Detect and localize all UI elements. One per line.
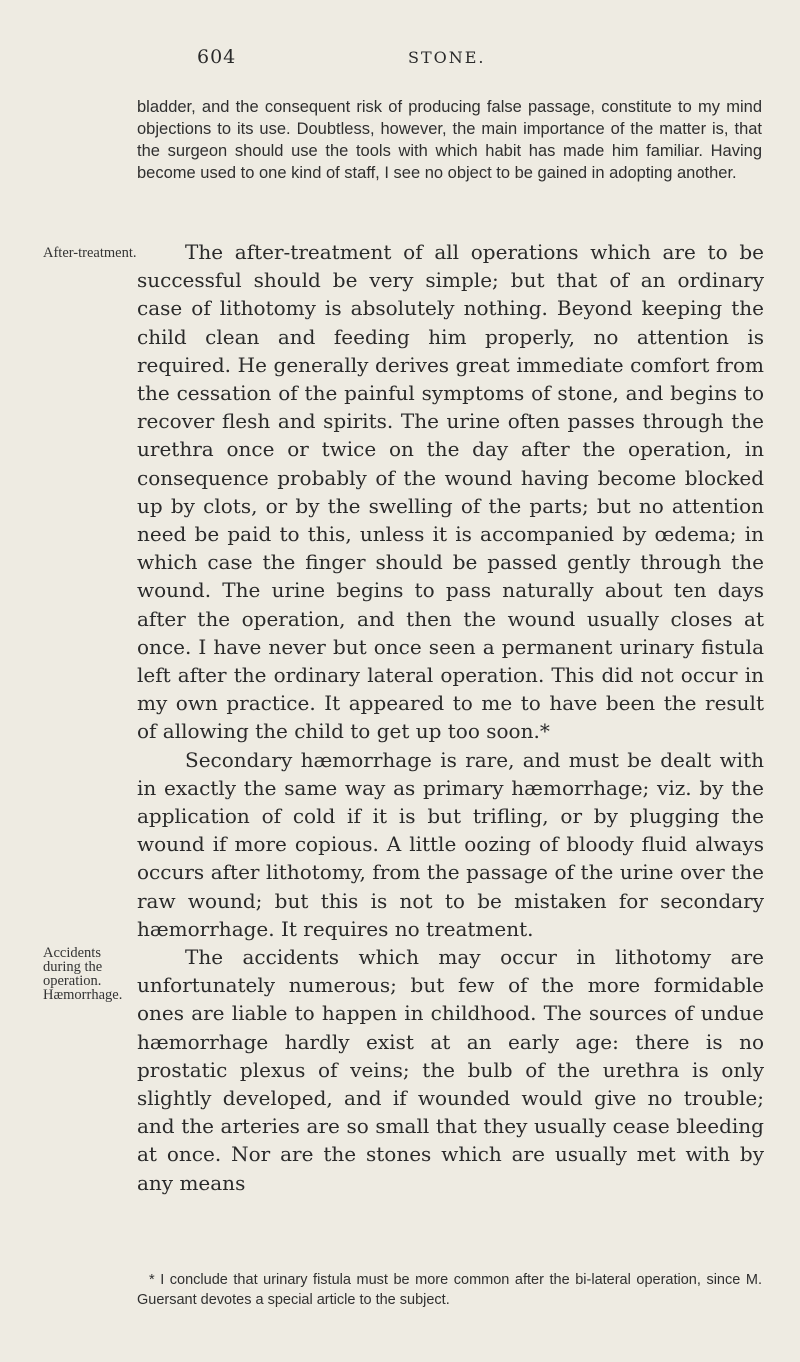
paragraph-accidents: The accidents which may occur in lithotomy are unfortunately numerous; but few of the more formidable ones are liable to happen in childhood. The sources of undue hæmorrhage hardly exist at an early age: there is no prostatic plexus of veins; the bulb of the urethra is only slightly developed, and if wounded would give no trouble; and the arteries are so small that they usually cease bleeding at once. Nor are the stones which are usually met with by any means: [137, 945, 764, 1195]
section-accidents: [137, 943, 764, 1197]
intro-paragraph: bladder, and the consequent risk of producing false passage, constitute to my mind objections to its use. Doubtless, however, the main importance of the matter is, that the surgeon should use the tools with which habit has made him familiar. Having become used to one kind of staff, I see no object to be gained in adopting another.: [137, 98, 762, 182]
paragraph-after-treatment: The after-treatment of all operations which are to be successful should be very simple; but that of an ordinary case of lithotomy is absolutely nothing. Beyond keeping the child clean and feeding him properly, no attention is required. He generally derives great immediate comfort from the cessation of the painful symptoms of stone, and begins to recover flesh and spirits. The urine often passes through the urethra once or twice on the day after the operation, in consequence probably of the wound having become blocked up by clots, or by the swelling of the parts; but no attention need be paid to this, unless it is accompanied by œdema; in which case the finger should be passed gently through the wound. The urine begins to pass naturally about ten days after the operation, and then the wound usually closes at once. I have never but once seen a permanent urinary fistula left after the ordinary lateral operation. This did not occur in my own practice. It appeared to me to have been the result of allowing the child to get up too soon.*: [137, 240, 764, 744]
footnote: * I conclude that urinary fistula must be more common after the bi-lateral operation, since M. Guersant devotes a special article to the subject.: [137, 1272, 762, 1308]
margin-note-accidents: Accidents during the operation. Hæmorrhage.: [43, 945, 123, 1003]
page-header: [0, 40, 800, 76]
section-after-treatment: [137, 238, 764, 943]
margin-note-after-treatment: After-treatment.: [43, 245, 137, 261]
running-title: STONE.: [408, 48, 486, 67]
paragraph-secondary-haemorrhage: Secondary hæmorrhage is rare, and must be dealt with in exactly the same way as primary hæmorrhage; viz. by the application of cold if it is but trifling, or by plugging the wound if more copious. A little oozing of bloody fluid always occurs after lithotomy, from the passage of the urine over the raw wound; but this is not to be mistaken for secondary hæmorrhage. It requires no treatment.: [137, 747, 764, 941]
page-number: 604: [197, 46, 237, 68]
